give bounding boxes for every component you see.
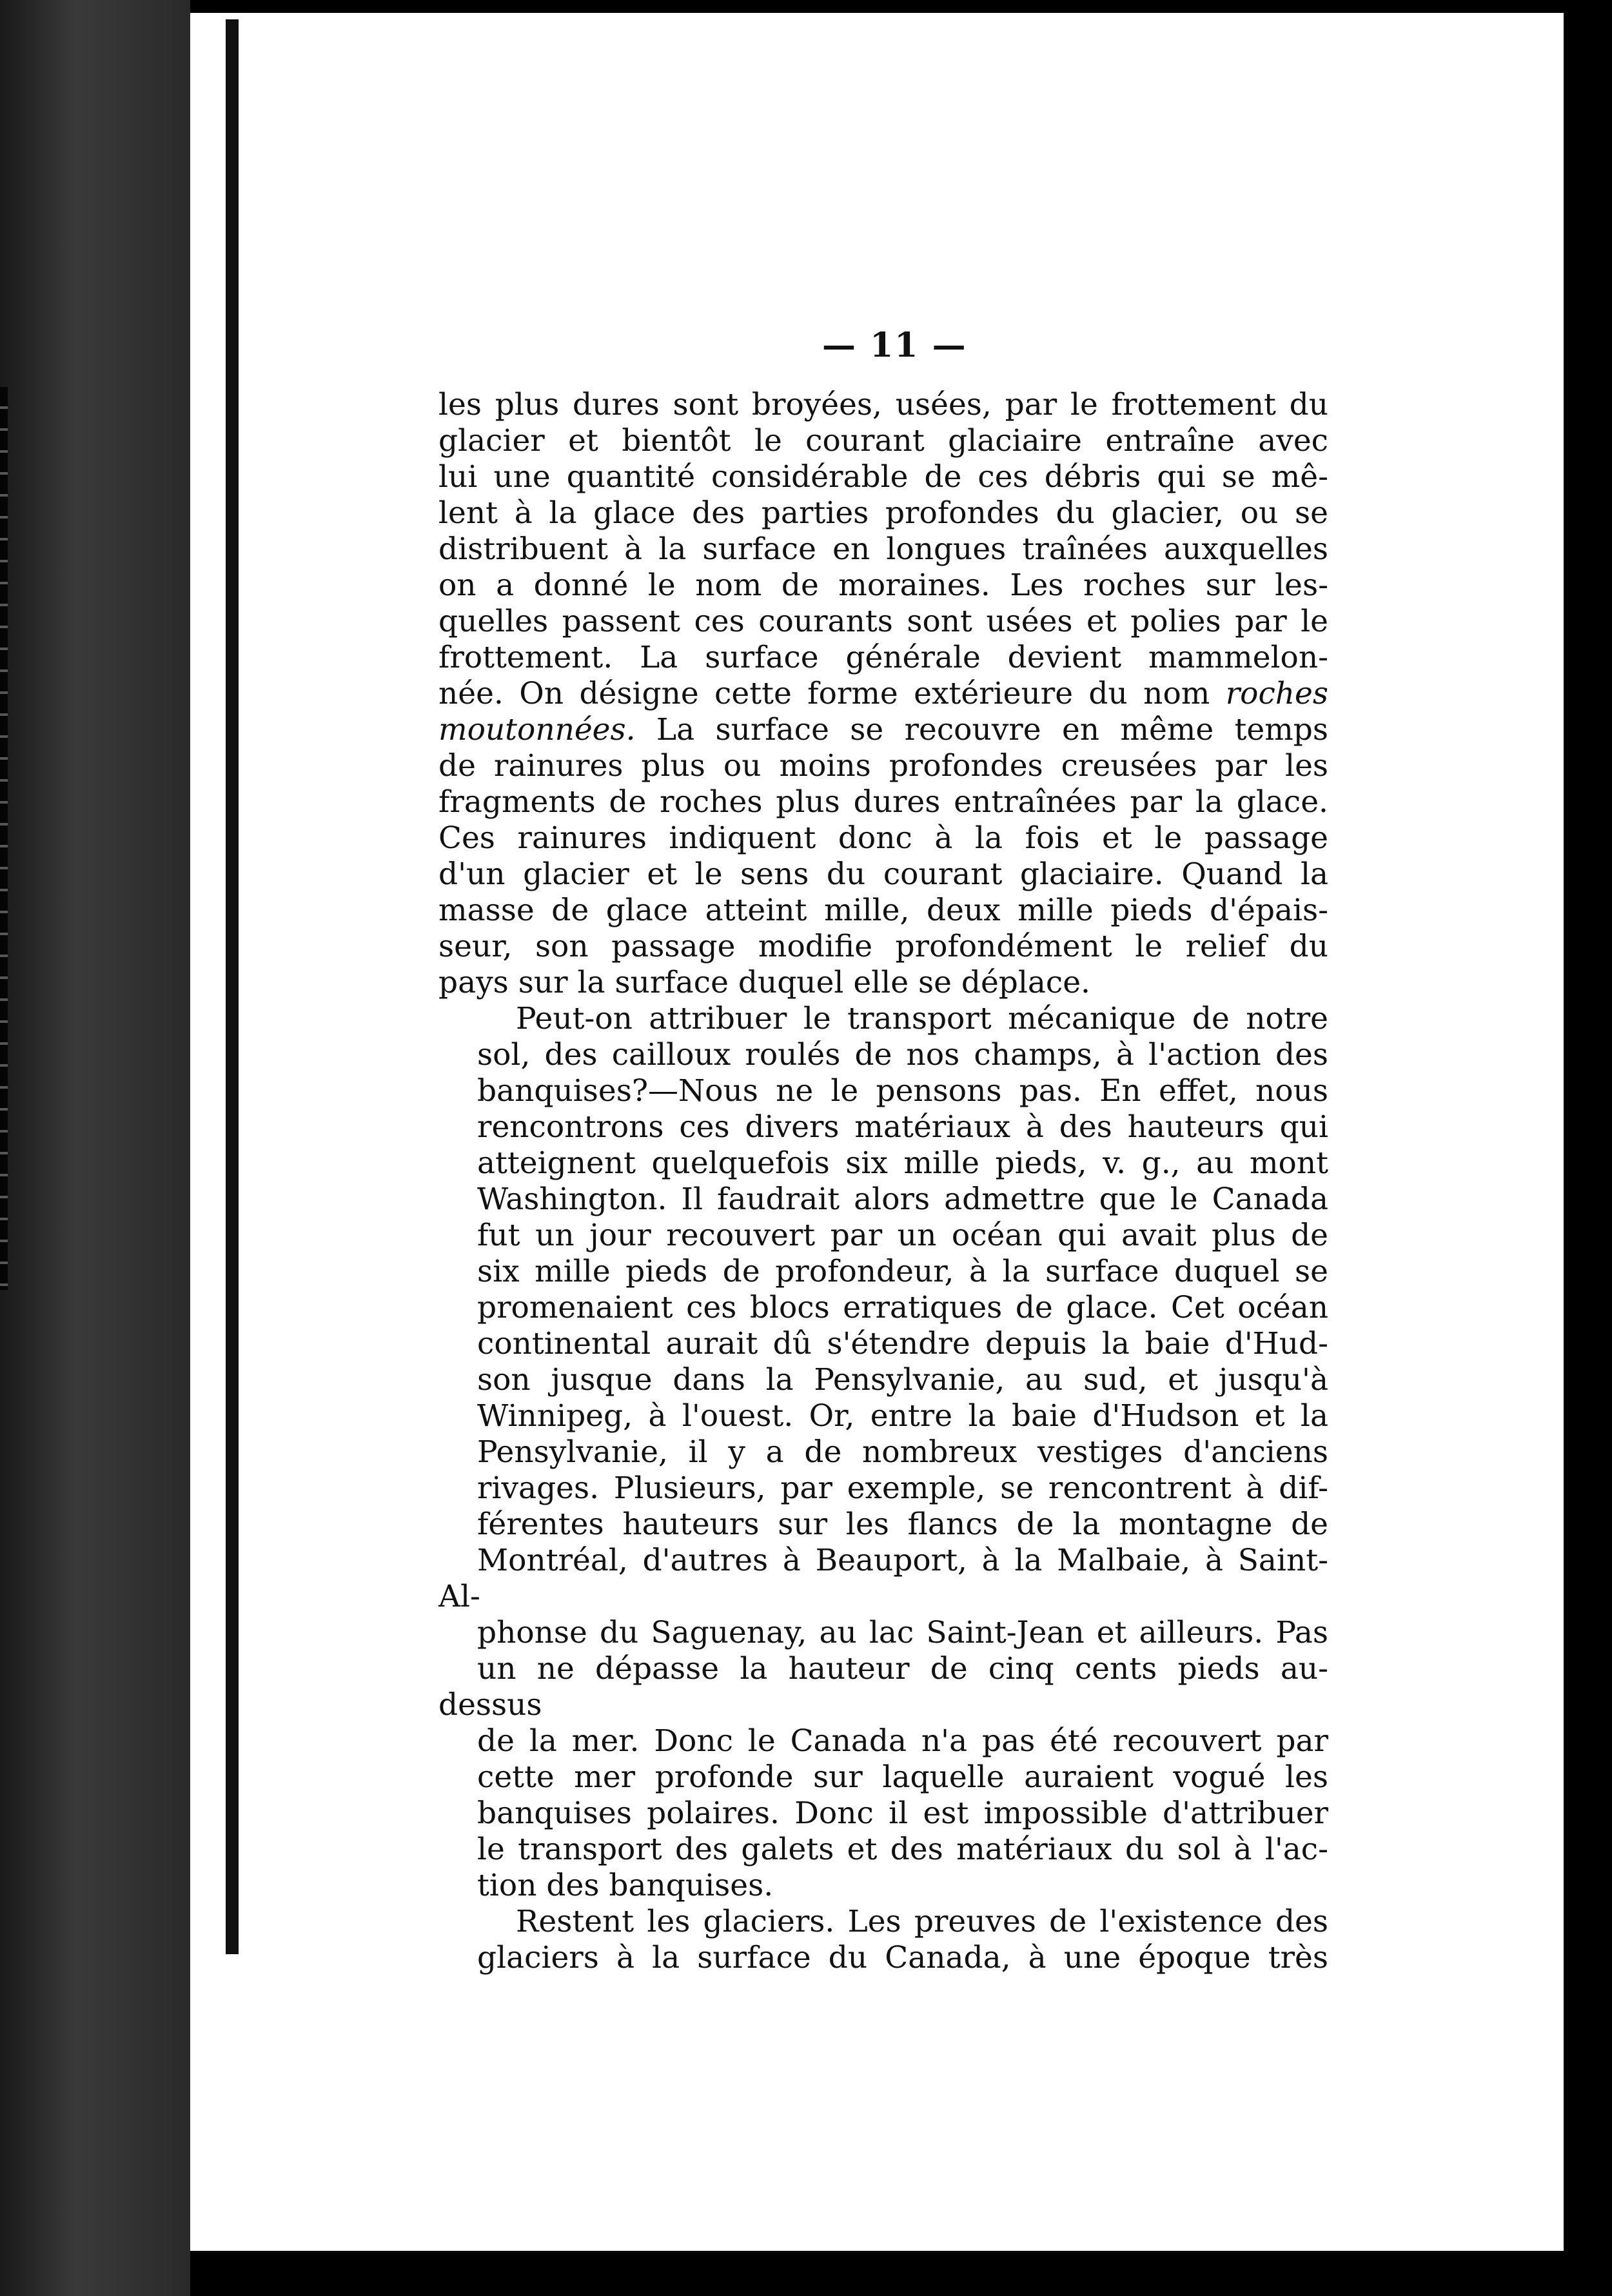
text-line: de rainures plus ou moins profondes creusées par les bbox=[438, 748, 1328, 784]
scan-left-border bbox=[0, 0, 190, 2296]
text-line: Peut-on attribuer le transport mécanique de notre bbox=[516, 1001, 1328, 1036]
text-line: atteignent quelquefois six mille pieds, v. g., au mont bbox=[477, 1145, 1328, 1181]
paragraph-3 bbox=[438, 1904, 1328, 1976]
text-line: on a donné le nom de moraines. Les roches sur les- bbox=[438, 568, 1328, 603]
text-line: férentes hauteurs sur les flancs de la montagne de bbox=[477, 1507, 1328, 1542]
text-line: Restent les glaciers. Les preuves de l'existence des bbox=[516, 1904, 1328, 1939]
text-line: les plus dures sont broyées, usées, par le frottement du bbox=[438, 387, 1328, 422]
scan-right-border bbox=[1564, 0, 1612, 2296]
text-line: rivages. Plusieurs, par exemple, se rencontrent à dif- bbox=[477, 1470, 1328, 1506]
text-line: née. On désigne cette forme extérieure du nom roches bbox=[438, 676, 1328, 711]
text-line: Ces rainures indiquent donc à la fois et le passage bbox=[438, 820, 1328, 856]
text-line: Winnipeg, à l'ouest. Or, entre la baie d'Hudson et la bbox=[477, 1398, 1328, 1434]
text-line: cette mer profonde sur laquelle auraient vogué les bbox=[477, 1759, 1328, 1795]
adjacent-page-edge bbox=[0, 387, 8, 1290]
text-line: Pensylvanie, il y a de nombreux vestiges d'anciens bbox=[477, 1434, 1328, 1470]
text-line: banquises polaires. Donc il est impossible d'attribuer bbox=[477, 1796, 1328, 1831]
text-line: six mille pieds de profondeur, à la surface duquel se bbox=[477, 1254, 1328, 1289]
binding-gutter bbox=[226, 19, 239, 1954]
text-line: pays sur la surface duquel elle se déplace. bbox=[438, 965, 1090, 1000]
text-line: le transport des galets et des matériaux du sol à l'ac- bbox=[477, 1832, 1328, 1867]
text-line: d'un glacier et le sens du courant glaciaire. Quand la bbox=[438, 856, 1328, 892]
text-line: de la mer. Donc le Canada n'a pas été recouvert par bbox=[477, 1723, 1328, 1759]
text-line: banquises?—Nous ne le pensons pas. En effet, nous bbox=[477, 1073, 1328, 1109]
text-line: lent à la glace des parties profondes du glacier, ou se bbox=[438, 495, 1328, 531]
text-line: sol, des cailloux roulés de nos champs, à l'action des bbox=[477, 1037, 1328, 1073]
text-line: glacier et bientôt le courant glaciaire entraîne avec bbox=[438, 423, 1328, 459]
text-line: glaciers à la surface du Canada, à une époque très bbox=[477, 1940, 1328, 1975]
text-line: tion des banquises. bbox=[477, 1868, 774, 1903]
text-line: moutonnées. La surface se recouvre en même temps bbox=[438, 712, 1328, 747]
page-number: — 11 — bbox=[822, 326, 967, 365]
text-line: frottement. La surface générale devient mammelon- bbox=[438, 640, 1328, 675]
text-line: seur, son passage modifie profondément le relief du bbox=[438, 929, 1328, 964]
text-line: son jusque dans la Pensylvanie, au sud, et jusqu'à bbox=[477, 1362, 1328, 1398]
text-line: Washington. Il faudrait alors admettre que le Canada bbox=[477, 1182, 1328, 1217]
paragraph-1 bbox=[438, 387, 1328, 1001]
body-text bbox=[438, 387, 1328, 1976]
text-line: un ne dépasse la hauteur de cinq cents pieds au-dessus bbox=[438, 1651, 1328, 1723]
text-line: rencontrons ces divers matériaux à des hauteurs qui bbox=[477, 1109, 1328, 1145]
paragraph-2 bbox=[438, 1001, 1328, 1904]
text-line: continental aurait dû s'étendre depuis la baie d'Hud- bbox=[477, 1326, 1328, 1361]
text-line: fut un jour recouvert par un océan qui avait plus de bbox=[477, 1218, 1328, 1253]
text-line: phonse du Saguenay, au lac Saint-Jean et ailleurs. Pas bbox=[477, 1615, 1328, 1650]
text-line: masse de glace atteint mille, deux mille pieds d'épais- bbox=[438, 893, 1328, 928]
text-line: quelles passent ces courants sont usées et polies par le bbox=[438, 604, 1328, 639]
text-line: fragments de roches plus dures entraînées par la glace. bbox=[438, 784, 1328, 820]
text-line: lui une quantité considérable de ces débris qui se mê- bbox=[438, 459, 1328, 495]
text-line: Montréal, d'autres à Beauport, à la Malbaie, à Saint-Al- bbox=[438, 1543, 1328, 1614]
text-line: distribuent à la surface en longues traînées auxquelles bbox=[438, 531, 1328, 567]
text-line: promenaient ces blocs erratiques de glace. Cet océan bbox=[477, 1290, 1328, 1325]
